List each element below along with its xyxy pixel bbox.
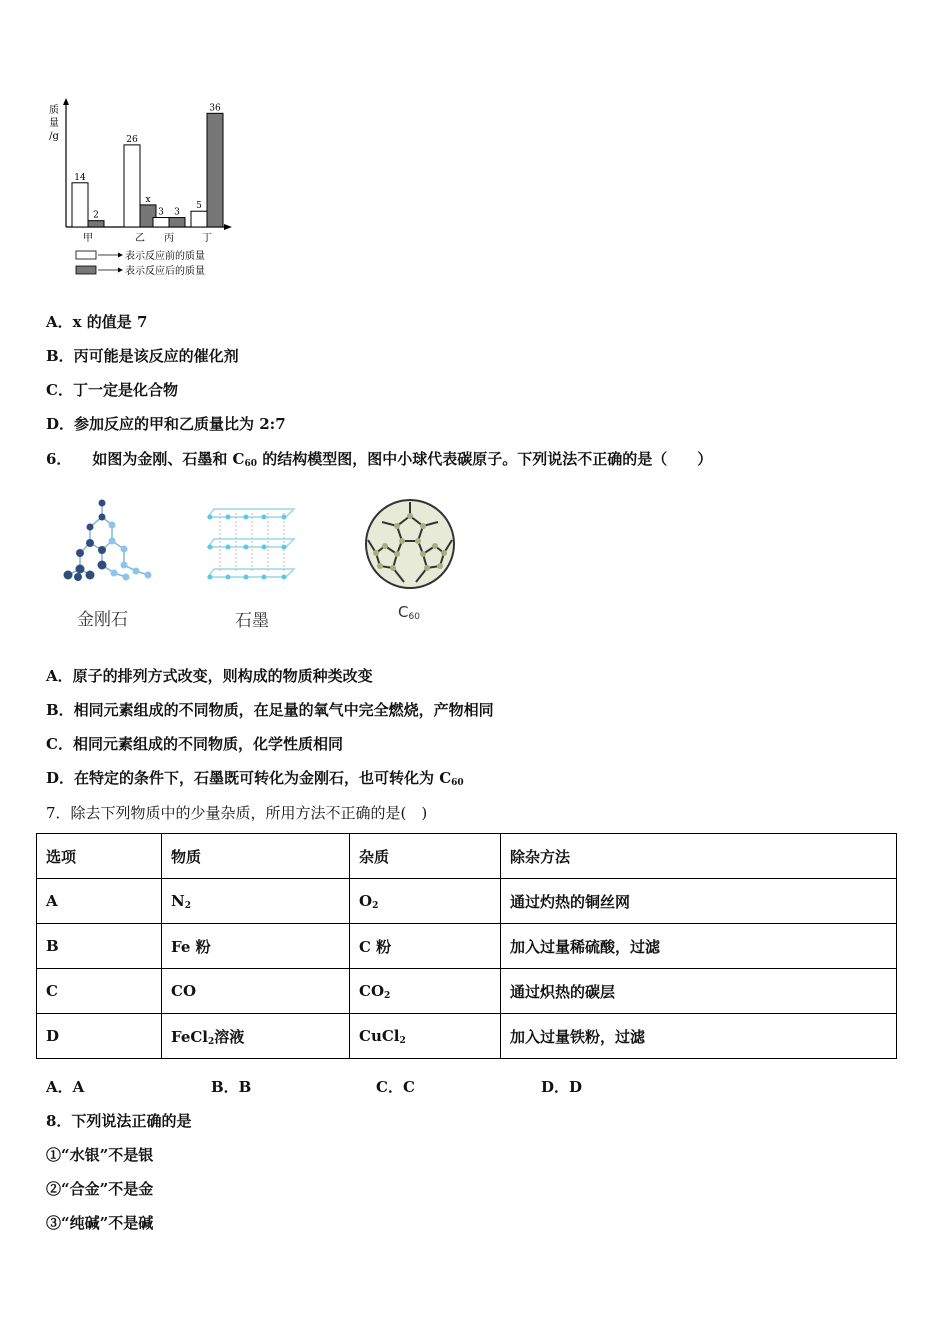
q7-answer-b: B．B: [211, 1078, 252, 1096]
legend-swatch: [76, 251, 96, 259]
data-label-before: 14: [74, 172, 86, 183]
legend-label: 表示反应前的质量: [125, 251, 205, 262]
graphite-caption: 石墨: [235, 611, 269, 631]
y-axis-label: 质: [49, 105, 59, 116]
formula-main: CuCl: [359, 1026, 400, 1045]
q6-option-d: [46, 767, 464, 788]
q5-option-b: B．丙可能是该反应的催化剂: [46, 347, 239, 365]
q7-answer-a: A．A: [46, 1078, 85, 1096]
x-axis-arrow: [224, 224, 232, 230]
c60-caption: [398, 603, 420, 622]
data-label-after: 3: [174, 207, 180, 218]
q6-option-d-sub: 60: [451, 778, 464, 788]
header-method: 除杂方法: [501, 834, 897, 879]
x-tick-label: 丙: [164, 233, 174, 244]
row-impurity: [350, 969, 501, 1014]
q6-option-d-main: D．在特定的条件下，石墨既可转化为金刚石，也可转化为 C: [46, 769, 452, 787]
bar-before: [124, 145, 140, 227]
q7-stem: 7．除去下列物质中的少量杂质，所用方法不正确的是( ): [46, 804, 428, 822]
formula-sub: 2: [399, 1035, 406, 1046]
data-label-before: 26: [126, 134, 138, 145]
q6-stem-a: 如图为金刚、石墨和 C: [92, 450, 245, 468]
row-option: C: [37, 969, 162, 1014]
data-label-after: 36: [209, 103, 221, 114]
c60-caption-sub: 60: [408, 612, 420, 622]
table-row: [37, 969, 897, 1014]
q7-answer-c: C．C: [376, 1078, 415, 1096]
formula-tail: 溶液: [214, 1027, 245, 1046]
x-tick-label: 丁: [202, 233, 212, 244]
formula-main: C 粉: [359, 937, 392, 956]
row-option: A: [37, 879, 162, 924]
formula-main: O: [359, 891, 373, 910]
data-label-before: 5: [196, 201, 202, 212]
formula-sub: 2: [384, 990, 391, 1001]
graphite-model-image: [200, 497, 300, 589]
legend-arrow-head: [118, 268, 123, 273]
c60-caption-main: C: [398, 603, 409, 621]
formula-sub: 2: [184, 900, 191, 911]
data-label-after: x: [145, 194, 151, 205]
header-impurity: 杂质: [350, 834, 501, 879]
row-impurity: [350, 1014, 501, 1059]
row-substance: [162, 1014, 350, 1059]
row-substance: [162, 879, 350, 924]
y-axis-label: 量: [49, 118, 59, 129]
formula-sub: 2: [208, 1036, 215, 1047]
table-row: [37, 879, 897, 924]
row-substance: [162, 969, 350, 1014]
y-axis-arrow: [63, 98, 69, 105]
formula-main: CO: [359, 981, 385, 1000]
table-header-row: [37, 834, 897, 879]
q8-item-2: ②“合金”不是金: [46, 1180, 154, 1198]
diamond-model-image: [50, 495, 160, 590]
q5-option-a: A．x 的值是 7: [46, 313, 148, 331]
formula-sub: 2: [372, 900, 379, 911]
mass-bar-chart: [40, 95, 240, 285]
q7-answer-d: D．D: [541, 1078, 583, 1096]
x-tick-label: 乙: [135, 233, 145, 244]
data-label-after: 2: [93, 210, 99, 221]
q8-item-3: ③“纯碱”不是碱: [46, 1214, 154, 1232]
q8-item-1: ①“水银”不是银: [46, 1146, 154, 1164]
bar-after: [88, 221, 104, 227]
row-method: 加入过量稀硫酸，过滤: [501, 924, 897, 969]
y-axis-label: /g: [49, 131, 59, 142]
row-impurity: [350, 924, 501, 969]
row-substance: [162, 924, 350, 969]
q6-stem: [46, 448, 712, 469]
table-row: [37, 924, 897, 969]
row-impurity: [350, 879, 501, 924]
bar-before: [153, 218, 169, 227]
diamond-caption: 金刚石: [77, 610, 128, 630]
row-method: 通过炽热的碳层: [501, 969, 897, 1014]
table-row: [37, 1014, 897, 1059]
formula-main: CO: [171, 981, 197, 1000]
q6-stem-b: 的结构模型图，图中小球代表碳原子。下列说法不正确的是（ ）: [257, 450, 713, 468]
row-method: 加入过量铁粉，过滤: [501, 1014, 897, 1059]
q5-option-c: C．丁一定是化合物: [46, 381, 178, 399]
formula-main: FeCl: [171, 1027, 209, 1046]
header-option: 选项: [37, 834, 162, 879]
q8-stem: 8．下列说法正确的是: [46, 1112, 192, 1130]
legend-swatch: [76, 266, 96, 274]
row-method: 通过灼热的铜丝网: [501, 879, 897, 924]
formula-main: Fe 粉: [171, 937, 211, 956]
q6-option-a: A．原子的排列方式改变，则构成的物质种类改变: [46, 667, 373, 685]
header-substance: 物质: [162, 834, 350, 879]
q6-stem-sub: 60: [244, 459, 258, 469]
x-tick-label: 甲: [83, 233, 93, 244]
bar-after: [207, 113, 223, 227]
q7-table: [36, 833, 897, 1059]
q5-option-d: D．参加反应的甲和乙质量比为 2:7: [46, 415, 286, 433]
data-label-before: 3: [158, 207, 164, 218]
bar-before: [191, 211, 207, 227]
q6-number: 6．: [46, 450, 72, 468]
row-option: B: [37, 924, 162, 969]
bar-after: [169, 218, 185, 227]
q6-option-c: C．相同元素组成的不同物质，化学性质相同: [46, 735, 343, 753]
legend-arrow-head: [118, 253, 123, 258]
bar-before: [72, 183, 88, 227]
c60-model-image: [360, 496, 460, 592]
chart-legend: [76, 249, 205, 277]
q6-option-b: B．相同元素组成的不同物质，在足量的氧气中完全燃烧，产物相同: [46, 701, 494, 719]
legend-label: 表示反应后的质量: [125, 266, 205, 277]
formula-main: N: [171, 891, 185, 910]
row-option: D: [37, 1014, 162, 1059]
